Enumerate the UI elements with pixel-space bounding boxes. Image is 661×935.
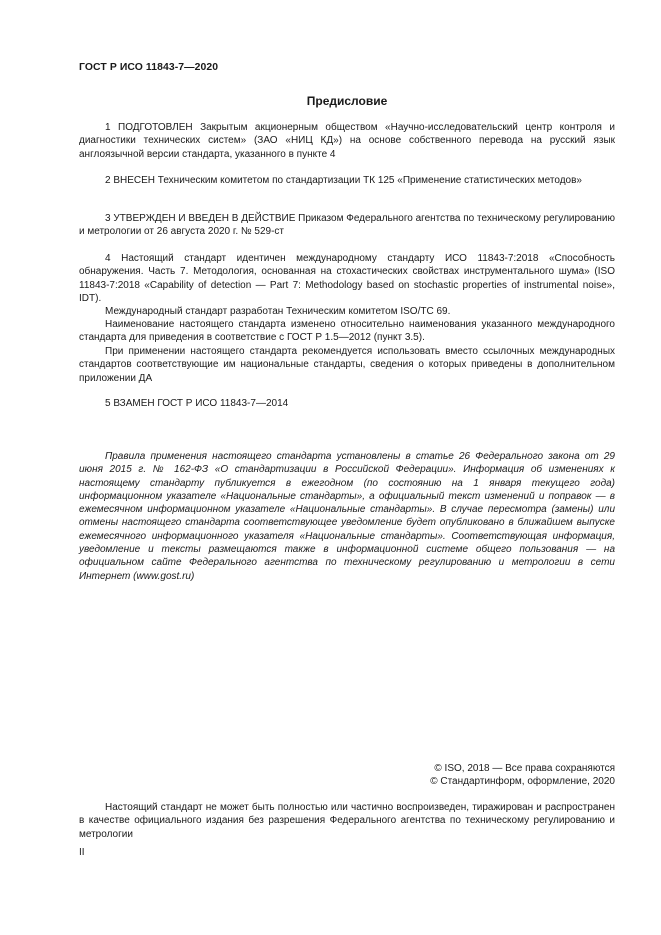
- copyright-iso: © ISO, 2018 — Все права сохраняются: [434, 763, 615, 774]
- paragraph-approved: 3 УТВЕРЖДЕН И ВВЕДЕН В ДЕЙСТВИЕ Приказом Федерального агентства по техническому регулированию и метрологии от 26 августа 2020 г. № 529-ст: [79, 213, 615, 238]
- paragraph-introduced-by: 2 ВНЕСЕН Техническим комитетом по стандартизации ТК 125 «Применение статистических методов»: [105, 175, 582, 186]
- paragraph-references-note: При применении настоящего стандарта рекомендуется использовать вместо ссылочных международных стандартов соответствующие им национальные стандарты, сведения о которых приведены в дополнительном приложении ДА: [79, 346, 615, 384]
- copyright-standartinform: © Стандартинформ, оформление, 2020: [430, 776, 615, 787]
- standard-code-header: ГОСТ Р ИСО 11843-7—2020: [79, 62, 219, 73]
- document-page: [79, 0, 615, 935]
- page-title: Предисловие: [306, 94, 388, 108]
- reproduction-notice: Настоящий стандарт не может быть полностью или частично воспроизведен, тиражирован и распространен в качестве официального издания без разрешения Федерального агентства по техническому регулированию и метрологии: [79, 802, 615, 840]
- paragraph-prepared-by: 1 ПОДГОТОВЛЕН Закрытым акционерным обществом «Научно-исследовательский центр контроля и диагностики технических систем» (ЗАО «НИЦ КД») на основе собственного перевода на русский язык англоязычной версии стандарта, указанного в пункте 4: [79, 122, 615, 160]
- paragraph-replaces: 5 ВЗАМЕН ГОСТ Р ИСО 11843-7—2014: [105, 398, 289, 409]
- paragraph-identical-standard: 4 Настоящий стандарт идентичен международному стандарту ИСО 11843-7:2018 «Способность обнаружения. Часть 7. Методология, основанная на стохастических свойствах инструментального шума» (ISO 11843-7:2018 «Capability of detection — Part 7: Methodology based on stochastic properties of instrumental noise», IDT).: [79, 253, 615, 304]
- paragraph-developed-by: Международный стандарт разработан Техническим комитетом ISO/TC 69.: [105, 306, 451, 317]
- paragraph-name-changed: Наименование настоящего стандарта изменено относительно наименования указанного международного стандарта для приведения в соответствие с ГОСТ Р 1.5—2012 (пункт 3.5).: [79, 319, 615, 344]
- page-number: II: [79, 847, 85, 858]
- notice-rules-of-application: Правила применения настоящего стандарта установлены в статье 26 Федерального закона от 29 июня 2015 г. № 162-ФЗ «О стандартизации в Российской Федерации». Информация об изменениях к настоящему стандарту публикуется в ежегодном (по состоянию на 1 января текущего года) информационном указателе «Национальные стандарты», а официальный текст изменений и поправок — в ежемесячном информационном указателе «Национальные стандарты». В случае пересмотра (замены) или отмены настоящего стандарта соответствующее уведомление будет опубликовано в ближайшем выпуске ежемесячного информационного указателя «Национальные стандарты». Соответствующая информация, уведомление и тексты размещаются также в информационной системе общего пользования — на официальном сайте Федерального агентства по техническому регулированию и метрологии в сети Интернет (www.gost.ru): [79, 451, 615, 582]
